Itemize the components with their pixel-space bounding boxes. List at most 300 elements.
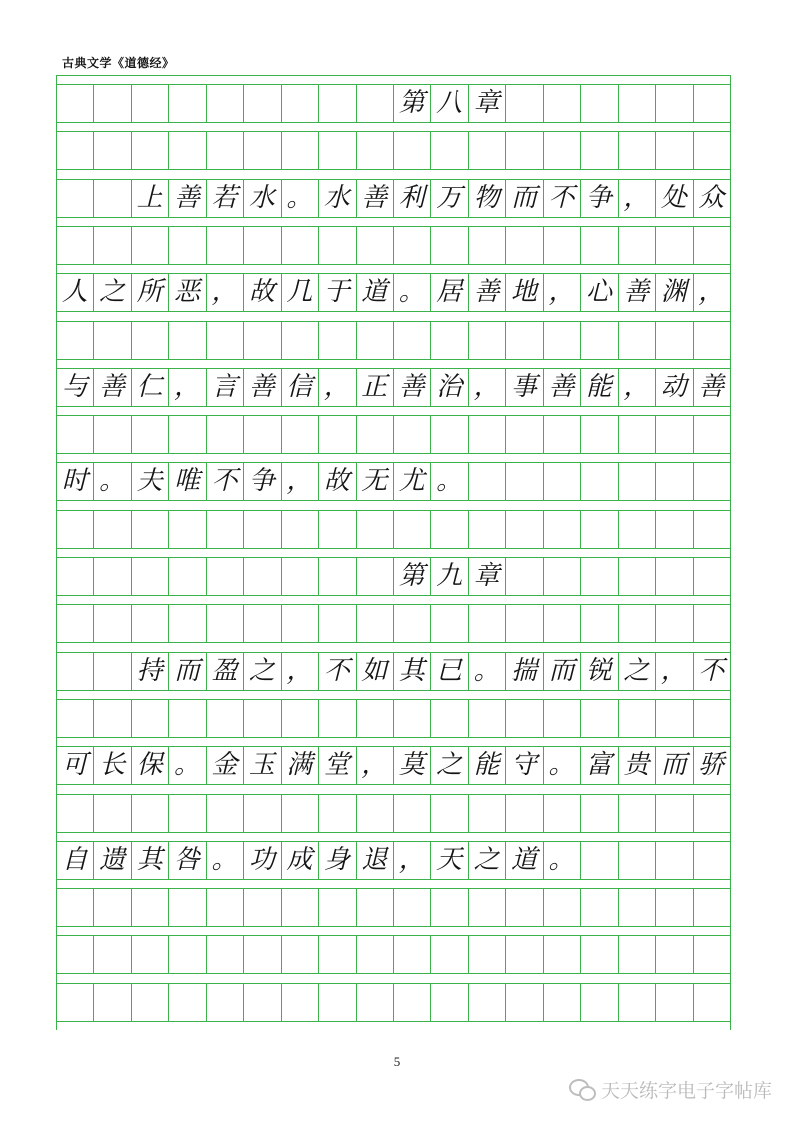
grid-vline <box>655 510 656 548</box>
grid-vline <box>93 415 94 453</box>
grid-hline <box>56 217 730 218</box>
grid-vline <box>468 888 469 926</box>
grid-vline <box>206 84 207 122</box>
grid-character: 事 <box>511 371 538 402</box>
grid-vline <box>543 131 544 169</box>
grid-vline <box>318 794 319 832</box>
grid-vline <box>693 131 694 169</box>
grid-vline <box>393 794 394 832</box>
grid-hline <box>56 926 730 927</box>
grid-character: 地 <box>511 277 538 308</box>
grid-vline <box>655 321 656 359</box>
grid-character: 之 <box>623 655 650 686</box>
grid-vline <box>468 794 469 832</box>
grid-vline <box>655 935 656 973</box>
grid-vline <box>168 84 169 122</box>
grid-hline <box>56 973 730 974</box>
grid-character: 几 <box>286 277 313 308</box>
grid-character: 。 <box>473 655 500 686</box>
grid-vline <box>580 888 581 926</box>
grid-vline <box>243 131 244 169</box>
grid-vline <box>168 226 169 264</box>
grid-vline <box>618 462 619 500</box>
grid-vline <box>281 557 282 595</box>
grid-character: ， <box>286 466 313 497</box>
grid-vline <box>281 604 282 642</box>
grid-vline <box>93 179 94 217</box>
grid-vline <box>206 321 207 359</box>
grid-vline <box>505 888 506 926</box>
grid-vline <box>618 983 619 1021</box>
grid-vline <box>543 604 544 642</box>
grid-character: ， <box>286 655 313 686</box>
grid-vline <box>655 226 656 264</box>
grid-vline <box>356 983 357 1021</box>
grid-hline <box>56 169 730 170</box>
grid-hline <box>56 737 730 738</box>
grid-character: 争 <box>585 182 612 213</box>
grid-vline <box>168 604 169 642</box>
grid-character: 已 <box>436 655 463 686</box>
grid-character: 九 <box>436 561 463 591</box>
grid-vline <box>693 226 694 264</box>
grid-vline <box>543 415 544 453</box>
grid-character: 可 <box>61 750 88 781</box>
grid-vline <box>281 131 282 169</box>
grid-vline <box>693 321 694 359</box>
page-number: 5 <box>393 1054 401 1069</box>
grid-vline <box>655 84 656 122</box>
grid-vline <box>505 983 506 1021</box>
grid-vline <box>93 794 94 832</box>
grid-vline <box>693 888 694 926</box>
grid-character: 八 <box>436 88 463 118</box>
grid-vline <box>168 321 169 359</box>
grid-vline <box>693 604 694 642</box>
grid-vline <box>356 226 357 264</box>
grid-vline <box>543 935 544 973</box>
grid-character: 仁 <box>136 371 163 402</box>
grid-vline <box>618 321 619 359</box>
grid-vline <box>131 983 132 1021</box>
grid-character: ， <box>398 844 425 875</box>
grid-character: 章 <box>473 561 500 591</box>
grid-vline <box>206 888 207 926</box>
grid-vline <box>356 415 357 453</box>
grid-character: 居 <box>436 277 463 308</box>
grid-hline <box>56 500 730 501</box>
grid-character: 。 <box>211 844 238 875</box>
grid-character: 不 <box>698 655 725 686</box>
grid-character: 而 <box>511 182 538 213</box>
grid-vline <box>206 983 207 1021</box>
grid-vline <box>356 84 357 122</box>
grid-character: 贵 <box>623 750 650 781</box>
grid-vline <box>243 510 244 548</box>
grid-vline <box>243 888 244 926</box>
grid-vline <box>618 557 619 595</box>
grid-vline <box>393 226 394 264</box>
grid-vline <box>618 510 619 548</box>
grid-character: 信 <box>286 371 313 402</box>
grid-character: 而 <box>660 750 687 781</box>
grid-vline <box>131 131 132 169</box>
grid-character: 不 <box>323 655 350 686</box>
grid-vline <box>168 983 169 1021</box>
grid-character: 不 <box>548 182 575 213</box>
grid-vline <box>505 462 506 500</box>
grid-vline <box>168 510 169 548</box>
grid-vline <box>580 699 581 737</box>
grid-character: 故 <box>323 466 350 497</box>
grid-character: 善 <box>248 371 275 402</box>
grid-vline <box>618 699 619 737</box>
grid-vline <box>318 226 319 264</box>
grid-vline <box>693 983 694 1021</box>
grid-character: ， <box>698 277 725 308</box>
grid-vline <box>655 131 656 169</box>
grid-vline <box>281 321 282 359</box>
grid-character: 其 <box>136 844 163 875</box>
grid-vline <box>318 604 319 642</box>
grid-character: 之 <box>473 844 500 875</box>
grid-hline <box>56 548 730 549</box>
grid-hline <box>56 359 730 360</box>
grid-vline <box>356 321 357 359</box>
grid-vline <box>580 557 581 595</box>
grid-vline <box>543 510 544 548</box>
grid-character: ， <box>473 371 500 402</box>
grid-character: 不 <box>211 466 238 497</box>
grid-character: 能 <box>473 750 500 781</box>
grid-vline <box>168 888 169 926</box>
grid-vline <box>281 510 282 548</box>
grid-vline <box>655 557 656 595</box>
grid-vline <box>618 888 619 926</box>
grid-character: 善 <box>99 371 126 402</box>
grid-vline <box>618 415 619 453</box>
grid-character: 水 <box>248 182 275 213</box>
grid-character: ， <box>623 182 650 213</box>
grid-vline <box>318 321 319 359</box>
grid-character: 众 <box>698 182 725 213</box>
grid-vline <box>655 841 656 879</box>
grid-character: 尤 <box>398 466 425 497</box>
grid-vline <box>580 983 581 1021</box>
grid-vline <box>655 415 656 453</box>
grid-vline <box>243 321 244 359</box>
grid-vline <box>505 699 506 737</box>
grid-character: ， <box>211 277 238 308</box>
grid-character: 心 <box>585 277 612 308</box>
grid-vline <box>281 226 282 264</box>
grid-vline <box>131 321 132 359</box>
grid-character: 。 <box>286 182 313 213</box>
grid-vline <box>168 935 169 973</box>
grid-character: 渊 <box>660 277 687 308</box>
grid-vline <box>468 462 469 500</box>
grid-character: 莫 <box>398 750 425 781</box>
grid-character: 善 <box>473 277 500 308</box>
grid-hline <box>56 75 730 76</box>
grid-character: 而 <box>548 655 575 686</box>
grid-character: 。 <box>548 844 575 875</box>
grid-character: 物 <box>473 182 500 213</box>
grid-vline <box>206 935 207 973</box>
grid-vline <box>281 699 282 737</box>
grid-vline <box>206 604 207 642</box>
grid-vline <box>93 888 94 926</box>
grid-vline <box>468 935 469 973</box>
grid-character: 成 <box>286 844 313 875</box>
grid-vline <box>468 699 469 737</box>
grid-hline <box>56 879 730 880</box>
grid-vline <box>505 794 506 832</box>
grid-border <box>56 75 57 1030</box>
grid-vline <box>93 699 94 737</box>
grid-vline <box>430 983 431 1021</box>
grid-vline <box>580 415 581 453</box>
grid-character: 遗 <box>99 844 126 875</box>
grid-vline <box>131 84 132 122</box>
grid-vline <box>618 841 619 879</box>
grid-vline <box>693 841 694 879</box>
wechat-icon <box>569 1079 595 1101</box>
grid-vline <box>281 983 282 1021</box>
grid-vline <box>206 226 207 264</box>
grid-vline <box>93 131 94 169</box>
grid-vline <box>580 510 581 548</box>
grid-character: 之 <box>436 750 463 781</box>
grid-character: 道 <box>361 277 388 308</box>
grid-character: 善 <box>398 371 425 402</box>
grid-vline <box>580 321 581 359</box>
grid-vline <box>468 415 469 453</box>
grid-hline <box>56 1021 730 1022</box>
grid-vline <box>243 415 244 453</box>
grid-character: ， <box>361 750 388 781</box>
grid-vline <box>618 794 619 832</box>
grid-vline <box>168 557 169 595</box>
grid-vline <box>131 557 132 595</box>
grid-character: 若 <box>211 182 238 213</box>
grid-vline <box>430 415 431 453</box>
grid-vline <box>618 226 619 264</box>
grid-vline <box>430 131 431 169</box>
grid-vline <box>243 935 244 973</box>
grid-vline <box>543 84 544 122</box>
grid-character: 身 <box>323 844 350 875</box>
grid-vline <box>243 794 244 832</box>
grid-character: 上 <box>136 182 163 213</box>
grid-vline <box>693 510 694 548</box>
grid-vline <box>580 604 581 642</box>
grid-vline <box>393 983 394 1021</box>
grid-character: 长 <box>99 750 126 781</box>
grid-character: 处 <box>660 182 687 213</box>
grid-character: 无 <box>361 466 388 497</box>
grid-character: 。 <box>398 277 425 308</box>
grid-vline <box>168 794 169 832</box>
grid-vline <box>131 604 132 642</box>
grid-vline <box>356 131 357 169</box>
grid-vline <box>131 794 132 832</box>
grid-vline <box>430 510 431 548</box>
grid-vline <box>206 794 207 832</box>
grid-vline <box>580 841 581 879</box>
grid-vline <box>543 983 544 1021</box>
grid-vline <box>580 935 581 973</box>
grid-vline <box>505 557 506 595</box>
grid-vline <box>168 131 169 169</box>
grid-vline <box>206 131 207 169</box>
grid-vline <box>430 604 431 642</box>
grid-vline <box>281 888 282 926</box>
grid-vline <box>281 935 282 973</box>
grid-vline <box>393 510 394 548</box>
grid-vline <box>356 935 357 973</box>
grid-vline <box>93 84 94 122</box>
grid-vline <box>618 935 619 973</box>
grid-vline <box>580 462 581 500</box>
grid-vline <box>281 794 282 832</box>
grid-vline <box>580 226 581 264</box>
grid-vline <box>93 935 94 973</box>
grid-character: 言 <box>211 371 238 402</box>
grid-vline <box>543 699 544 737</box>
grid-hline <box>56 122 730 123</box>
grid-character: 故 <box>248 277 275 308</box>
grid-hline <box>56 784 730 785</box>
grid-character: 持 <box>136 655 163 686</box>
grid-vline <box>131 510 132 548</box>
header-title: 古典文学《道德经》 <box>62 56 175 70</box>
grid-character: 锐 <box>585 655 612 686</box>
grid-character: 骄 <box>698 750 725 781</box>
grid-vline <box>206 699 207 737</box>
grid-vline <box>93 510 94 548</box>
grid-vline <box>580 84 581 122</box>
grid-vline <box>580 131 581 169</box>
grid-vline <box>693 84 694 122</box>
grid-hline <box>56 264 730 265</box>
grid-vline <box>318 888 319 926</box>
grid-character: 利 <box>398 182 425 213</box>
grid-character: 水 <box>323 182 350 213</box>
grid-character: 咎 <box>174 844 201 875</box>
grid-vline <box>430 888 431 926</box>
grid-vline <box>543 462 544 500</box>
grid-hline <box>56 406 730 407</box>
grid-character: 玉 <box>248 750 275 781</box>
grid-vline <box>206 557 207 595</box>
grid-character: 退 <box>361 844 388 875</box>
grid-character: 自 <box>61 844 88 875</box>
grid-character: ， <box>323 371 350 402</box>
grid-vline <box>655 888 656 926</box>
grid-character: 如 <box>361 655 388 686</box>
grid-vline <box>318 131 319 169</box>
grid-vline <box>356 699 357 737</box>
grid-vline <box>393 699 394 737</box>
grid-vline <box>693 699 694 737</box>
grid-vline <box>618 604 619 642</box>
grid-character: 所 <box>136 277 163 308</box>
grid-hline <box>56 453 730 454</box>
grid-vline <box>206 415 207 453</box>
grid-vline <box>430 935 431 973</box>
grid-character: ， <box>623 371 650 402</box>
grid-vline <box>243 557 244 595</box>
grid-character: 第 <box>398 561 425 591</box>
grid-vline <box>318 983 319 1021</box>
grid-border <box>730 75 731 1030</box>
grid-character: ， <box>174 371 201 402</box>
grid-character: 争 <box>248 466 275 497</box>
grid-character: 章 <box>473 88 500 118</box>
grid-vline <box>693 462 694 500</box>
grid-character: 之 <box>99 277 126 308</box>
grid-vline <box>393 888 394 926</box>
grid-vline <box>505 131 506 169</box>
grid-character: 。 <box>99 466 126 497</box>
grid-vline <box>281 84 282 122</box>
grid-vline <box>468 131 469 169</box>
grid-character: 与 <box>61 371 88 402</box>
grid-vline <box>243 84 244 122</box>
grid-vline <box>243 699 244 737</box>
grid-hline <box>56 642 730 643</box>
grid-vline <box>131 888 132 926</box>
grid-character: ， <box>660 655 687 686</box>
grid-vline <box>505 321 506 359</box>
grid-vline <box>543 321 544 359</box>
grid-vline <box>93 652 94 690</box>
grid-character: 盈 <box>211 655 238 686</box>
grid-vline <box>356 604 357 642</box>
grid-vline <box>131 699 132 737</box>
grid-hline <box>56 690 730 691</box>
grid-vline <box>168 415 169 453</box>
grid-character: 善 <box>548 371 575 402</box>
grid-vline <box>356 794 357 832</box>
grid-vline <box>655 983 656 1021</box>
grid-vline <box>318 415 319 453</box>
grid-character: 天 <box>436 844 463 875</box>
grid-character: 正 <box>361 371 388 402</box>
grid-character: 。 <box>436 466 463 497</box>
grid-vline <box>318 935 319 973</box>
grid-vline <box>318 84 319 122</box>
grid-character: 功 <box>248 844 275 875</box>
grid-character: 守 <box>511 750 538 781</box>
grid-vline <box>505 510 506 548</box>
grid-vline <box>693 415 694 453</box>
grid-character: 第 <box>398 88 425 118</box>
grid-character: 能 <box>585 371 612 402</box>
grid-vline <box>93 226 94 264</box>
grid-character: 人 <box>61 277 88 308</box>
grid-vline <box>93 557 94 595</box>
grid-character: 治 <box>436 371 463 402</box>
grid-vline <box>618 131 619 169</box>
grid-character: 恶 <box>174 277 201 308</box>
grid-hline <box>56 832 730 833</box>
grid-vline <box>356 888 357 926</box>
grid-vline <box>505 226 506 264</box>
grid-vline <box>393 131 394 169</box>
grid-vline <box>505 84 506 122</box>
